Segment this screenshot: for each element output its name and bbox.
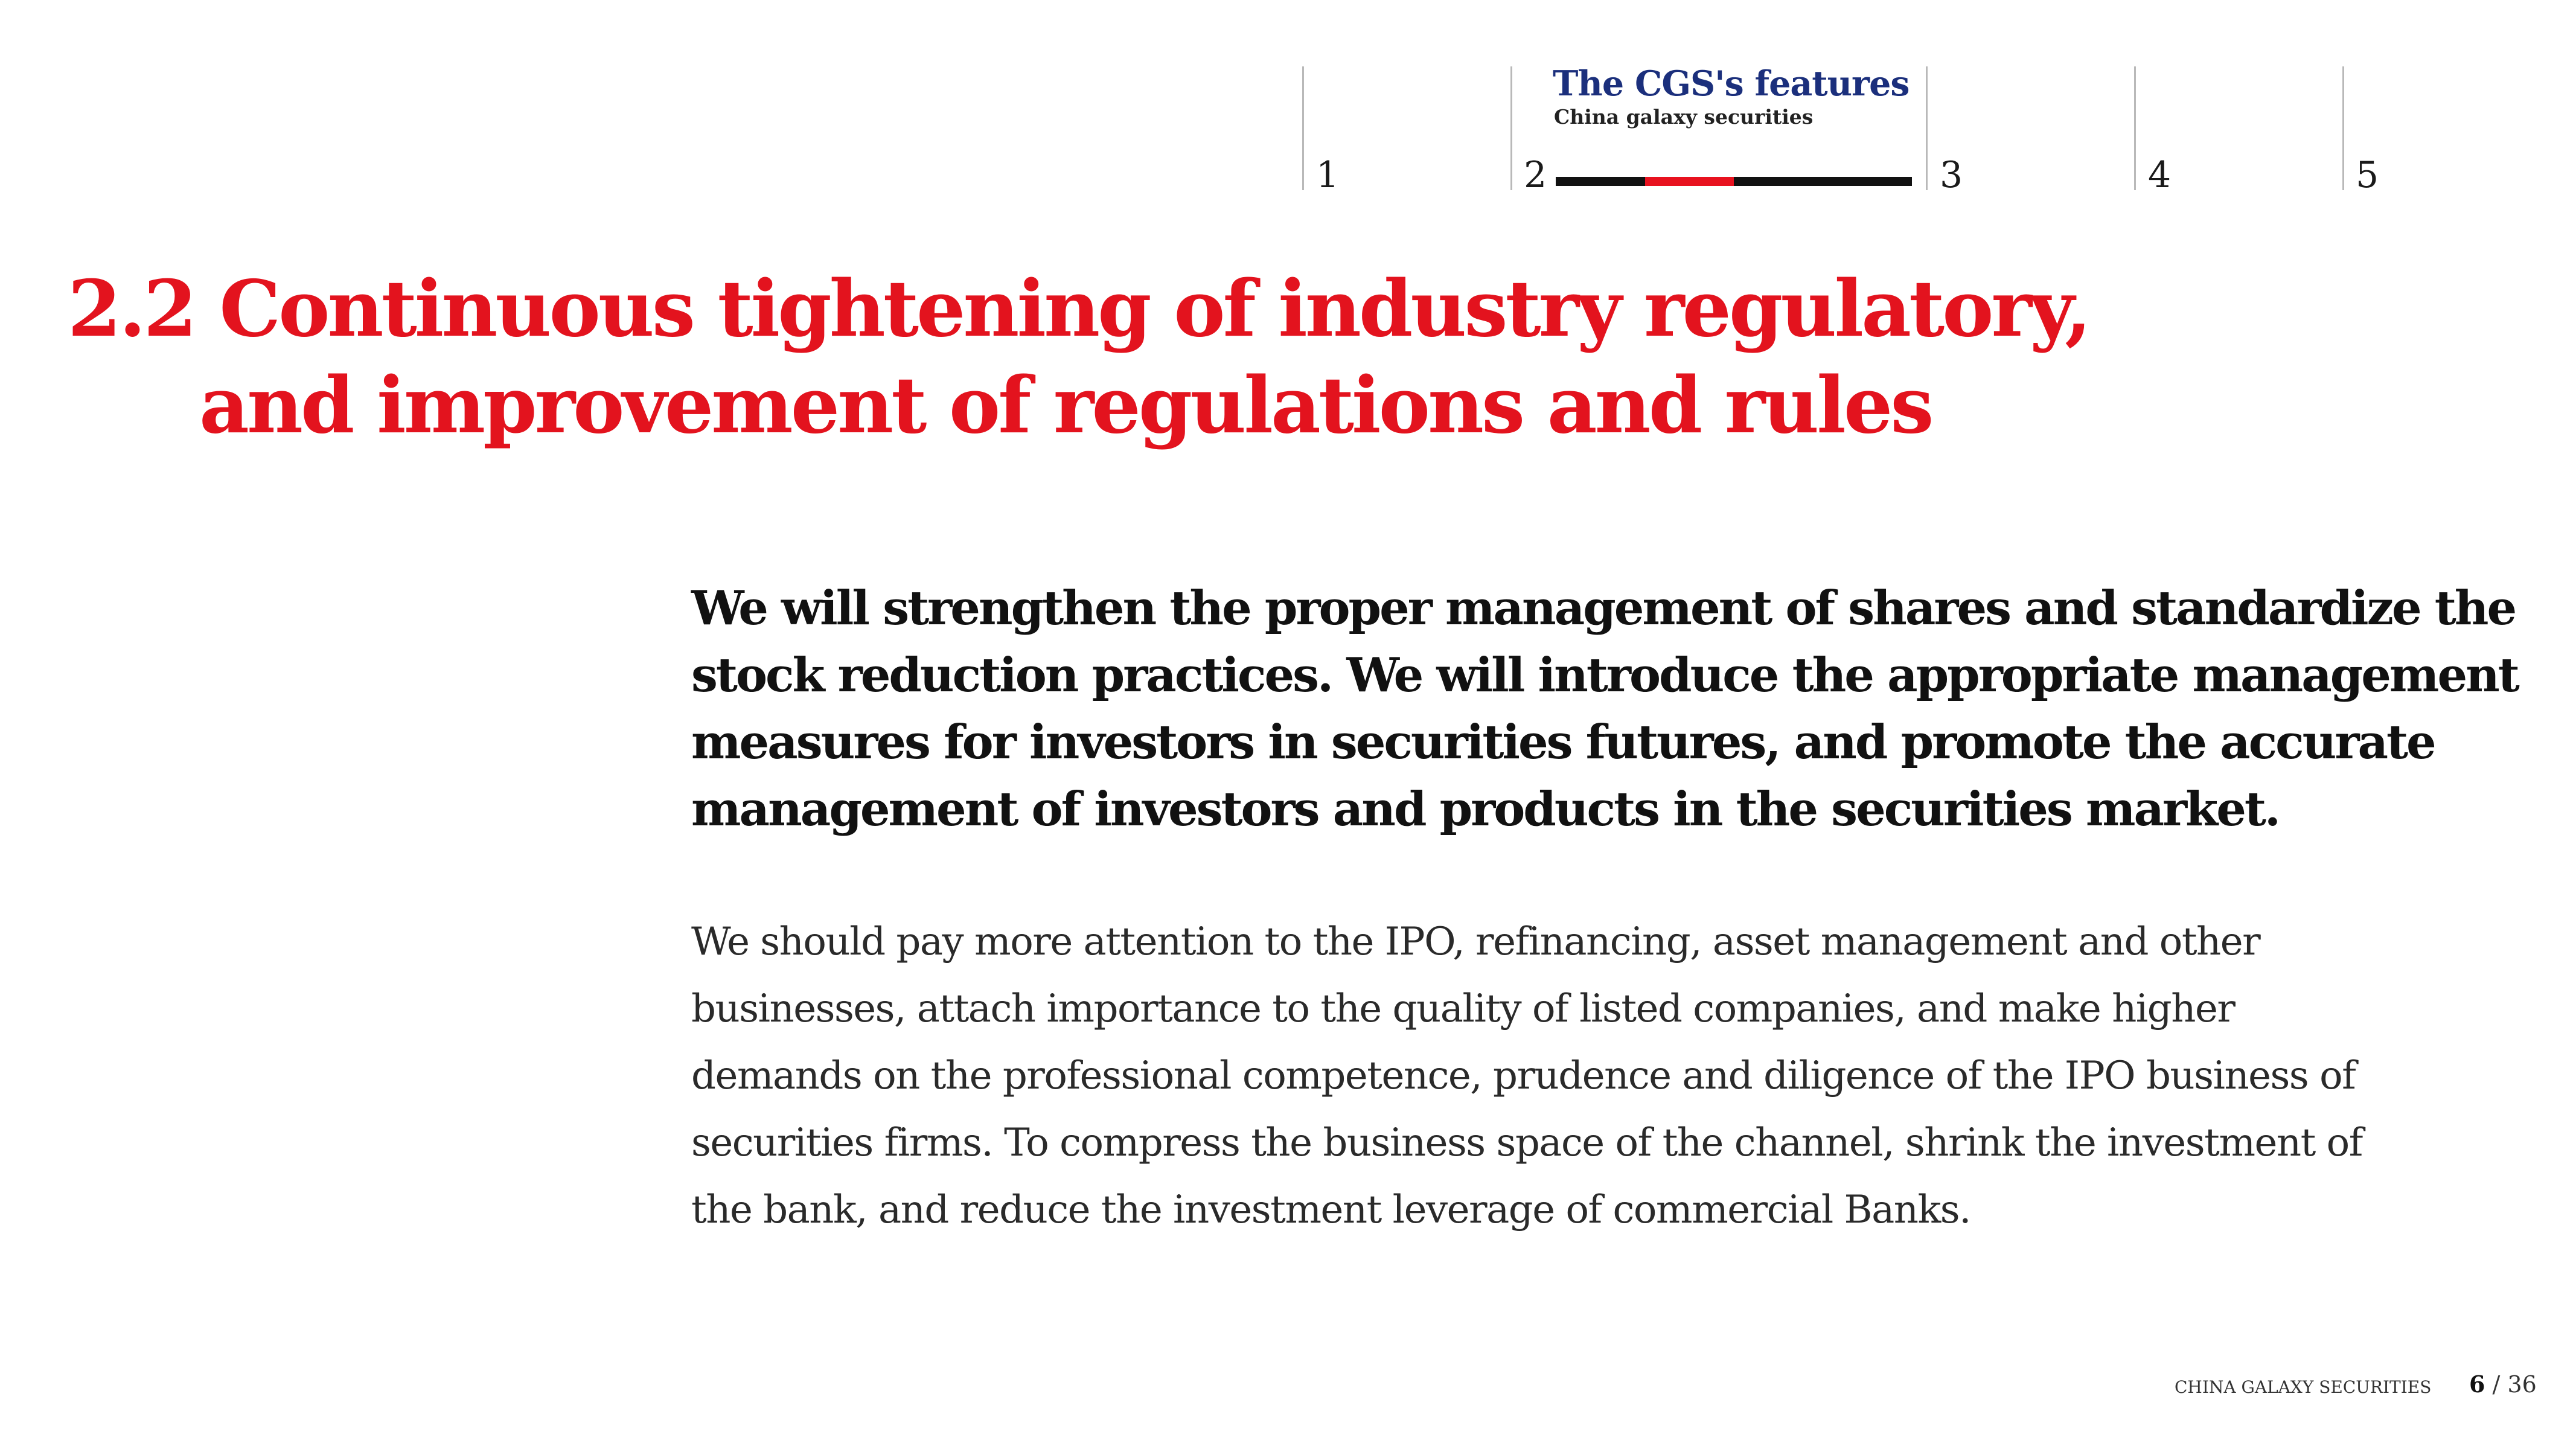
body-line: businesses, attach importance to the quality of listed companies, and make higher [691,987,2235,1031]
page-indicator [2469,1369,2537,1399]
nav-section-3[interactable]: 3 [1940,154,1963,196]
lead-paragraph [691,575,2518,843]
page-separator: / [2492,1371,2501,1398]
body-line: the bank, and reduce the investment leverage of commercial Banks. [691,1188,1970,1232]
section-progress-bar [1556,177,1912,186]
nav-section-5[interactable]: 5 [2356,154,2379,196]
nav-section-4[interactable]: 4 [2148,154,2172,196]
nav-active-section-subtitle: China galaxy securities [1554,105,1814,129]
lead-line: management of investors and products in the securities market. [691,782,2279,837]
total-page-count: 36 [2507,1371,2537,1398]
nav-section-1[interactable]: 1 [1316,154,1340,196]
body-line: We should pay more attention to the IPO, refinancing, asset management and other [691,920,2260,964]
lead-line: We will strengthen the proper management of shares and standardize the [691,581,2516,636]
body-paragraph [691,909,2430,1244]
nav-divider [1510,66,1512,190]
nav-active-section-title: The CGS's features [1553,63,1910,104]
nav-divider [1302,66,1304,190]
nav-divider [2134,66,2136,190]
section-navigation [0,0,2576,199]
nav-section-2[interactable]: 2 [1524,154,1547,196]
current-page-number: 6 [2469,1371,2485,1398]
nav-divider [2342,66,2344,190]
footer-company-name: CHINA GALAXY SECURITIES [2175,1377,2432,1397]
body-line: securities firms. To compress the business space of the channel, shrink the investment of [691,1121,2362,1165]
slide-heading-line-1: 2.2 Continuous tightening of industry regulatory, [68,264,2089,354]
lead-line: stock reduction practices. We will introduce the appropriate management [691,648,2518,703]
slide-heading [68,261,2422,454]
slide-heading-line-2: and improvement of regulations and rules [199,360,1932,451]
body-line: demands on the professional competence, prudence and diligence of the IPO business of [691,1054,2356,1098]
nav-divider [1926,66,1928,190]
lead-line: measures for investors in securities futures, and promote the accurate [691,715,2435,770]
section-progress-fill [1645,177,1734,186]
